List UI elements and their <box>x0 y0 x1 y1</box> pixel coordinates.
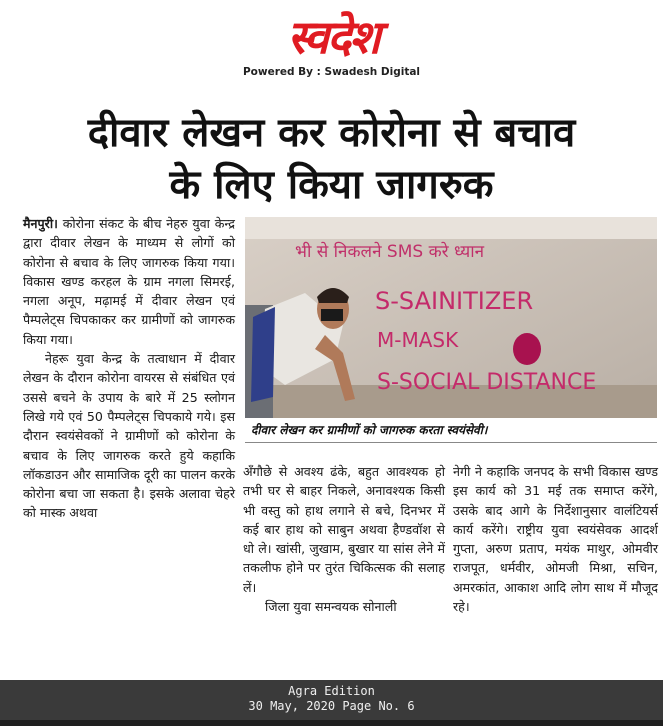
article-paragraph: नेहरू युवा केन्द्र के तत्वाधान में दीवार लेखन के दौरान कोरोना वायरस से संबंधित एवं उससे बचने के उपाय के बारे में 25 स्लोगन लिखे गये एवं 50 पैम्पलेट्स चिपकाये गये। इस दौरान स्वयंसेवकों ने ग्रामीणों को कोरोना के बचाव के लिए जागरुक करते हुये कहाकि लॉकडाउन और सामाजिक दूरी का पालन करके कोरोना बचा जा सकता है। इसके अलावा चेहरे को मास्क अथवा <box>23 351 235 521</box>
edition-label: Agra Edition <box>288 684 375 698</box>
caption-divider <box>245 442 657 443</box>
masthead <box>0 0 663 90</box>
wall-slogan-line: भी से निकलने SMS करे ध्यान <box>295 242 485 262</box>
headline-line-2: के लिए किया जागरुक <box>169 162 494 208</box>
article-paragraph <box>23 214 235 349</box>
headline-line-1: दीवार लेखन कर कोरोना से बचाव <box>87 110 576 156</box>
swadesh-logo[interactable] <box>258 6 408 68</box>
article-column-3 <box>453 462 658 616</box>
edition-footer <box>0 680 663 726</box>
article-column-2 <box>243 462 445 616</box>
wall-slogan-line: S-SOCIAL DISTANCE <box>377 370 597 395</box>
dateline: मैनपुरी। <box>23 216 58 231</box>
footer-bar <box>0 720 663 726</box>
article-column-1 <box>23 214 235 523</box>
article-text: कोरोना संकट के बीच नेहरु युवा केन्द्र द्वारा दीवार लेखन के माध्यम से लोगों को कोरोना से बचाव के लिए जागरुक किया गया। विकास खण्ड करहल के ग्राम नगला सिमरई, नगला अनूप, मढ़ामई में दीवार लेखन एवं पैम्पलेट्स चिपकाकर कर ग्रामीणों को जागरुक किया गया। <box>23 216 235 347</box>
logo-wordmark: स्वदेश <box>287 10 379 64</box>
article-paragraph: नेगी ने कहाकि जनपद के सभी विकास खण्ड इस कार्य को 31 मई तक समाप्त करेंगे, उसके बाद आगे के निर्देशानुसार वालंटियर्स कार्य करेंगे। राष्ट्रीय युवा स्वयंसेवक आदर्श गुप्ता, अरुण प्रताप, मयंक माथुर, ओमवीर राजपूत, धर्मवीर, ओमजी मिश्रा, सचिन, अमरकांत, आकाश आदि लोग साथ में मौजूद रहे। <box>453 464 658 615</box>
photo-caption: दीवार लेखन कर ग्रामीणों को जागरुक करता स्वयंसेवी। <box>251 423 488 437</box>
article-paragraph: अँगौछे से अवश्य ढंके, बहुत आवश्यक हो तभी घर से बाहर निकले, अनावश्यक किसी भी वस्तु को हाथ लगाने से बचे, दिनभर में कई बार हाथ को साबुन अथवा हैण्डवॉश से धो ले। खांसी, जुखाम, बुखार या सांस लेने में तकलीफ होने पर तुरंत चिकित्सक की सलाह लें। <box>243 464 445 595</box>
news-photo <box>245 217 657 418</box>
wall-slogan-line: M-MASK <box>377 328 459 352</box>
wall-slogan-line: S-SAINITIZER <box>375 287 534 315</box>
article-paragraph: जिला युवा समन्वयक सोनाली <box>265 599 397 615</box>
wall-painting-photo <box>245 217 657 418</box>
powered-by-text: Powered By : Swadesh Digital <box>242 66 421 78</box>
date-page-label: 30 May, 2020 Page No. 6 <box>248 699 415 713</box>
